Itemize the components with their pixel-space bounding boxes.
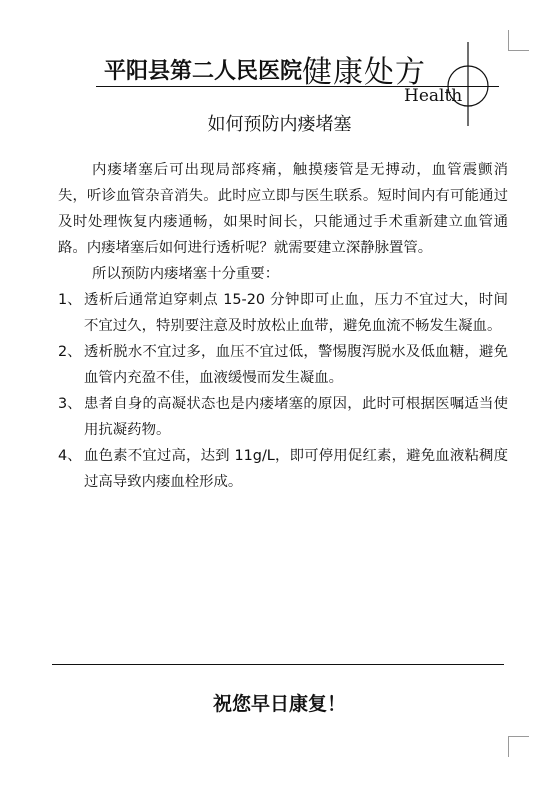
list-item [58, 443, 508, 495]
footer-divider [52, 664, 504, 665]
list-item [58, 287, 508, 339]
prescription-title: 健康处方 [302, 55, 426, 90]
intro-paragraph: 内瘘堵塞后可出现局部疼痛，触摸瘘管是无搏动，血管震颤消失，听诊血管杂音消失。此时应立即与医生联系。短时间内有可能通过及时处理恢复内瘘通畅，如果时间长，只能通过手术重新建立血管通路。内瘘堵塞后如何进行透析呢？就需要建立深静脉置管。 [58, 162, 508, 256]
list-item [58, 391, 508, 443]
list-item-text: 透析后通常迫穿刺点 15-20 分钟即可止血，压力不宜过大，时间不宜过久，特别要注意及时放松止血带，避免血流不畅发生凝血。 [84, 292, 508, 334]
page-corner-mark-top [508, 30, 529, 51]
lead-in-text: 所以预防内瘘堵塞十分重要： [92, 266, 280, 282]
prevention-list [58, 287, 508, 495]
hospital-name: 平阳县第二人民医院 [104, 59, 303, 84]
list-item-text: 患者自身的高凝状态也是内瘘堵塞的原因，此时可根据医嘱适当使用抗凝药物。 [84, 396, 508, 438]
document-heading: 如何预防内瘘堵塞 [207, 114, 352, 135]
closing-wish: 祝您早日康复！ [212, 693, 346, 715]
list-item [58, 339, 508, 391]
document-body [58, 157, 508, 495]
list-item-text: 透析脱水不宜过多，血压不宜过低，警惕腹泻脱水及低血糖，避免血管内充盈不佳，血液缓慢而发生凝血。 [84, 344, 508, 386]
list-item-number: 3、 [58, 396, 82, 412]
list-item-number: 2、 [58, 344, 82, 360]
page-corner-mark-bottom [508, 736, 529, 757]
health-subtitle: Health [404, 86, 463, 106]
list-item-number: 1、 [58, 292, 82, 308]
list-item-text: 血色素不宜过高，达到 11g/L，即可停用促红素，避免血液粘稠度过高导致内瘘血栓形成。 [84, 448, 508, 490]
list-item-number: 4、 [58, 448, 82, 464]
